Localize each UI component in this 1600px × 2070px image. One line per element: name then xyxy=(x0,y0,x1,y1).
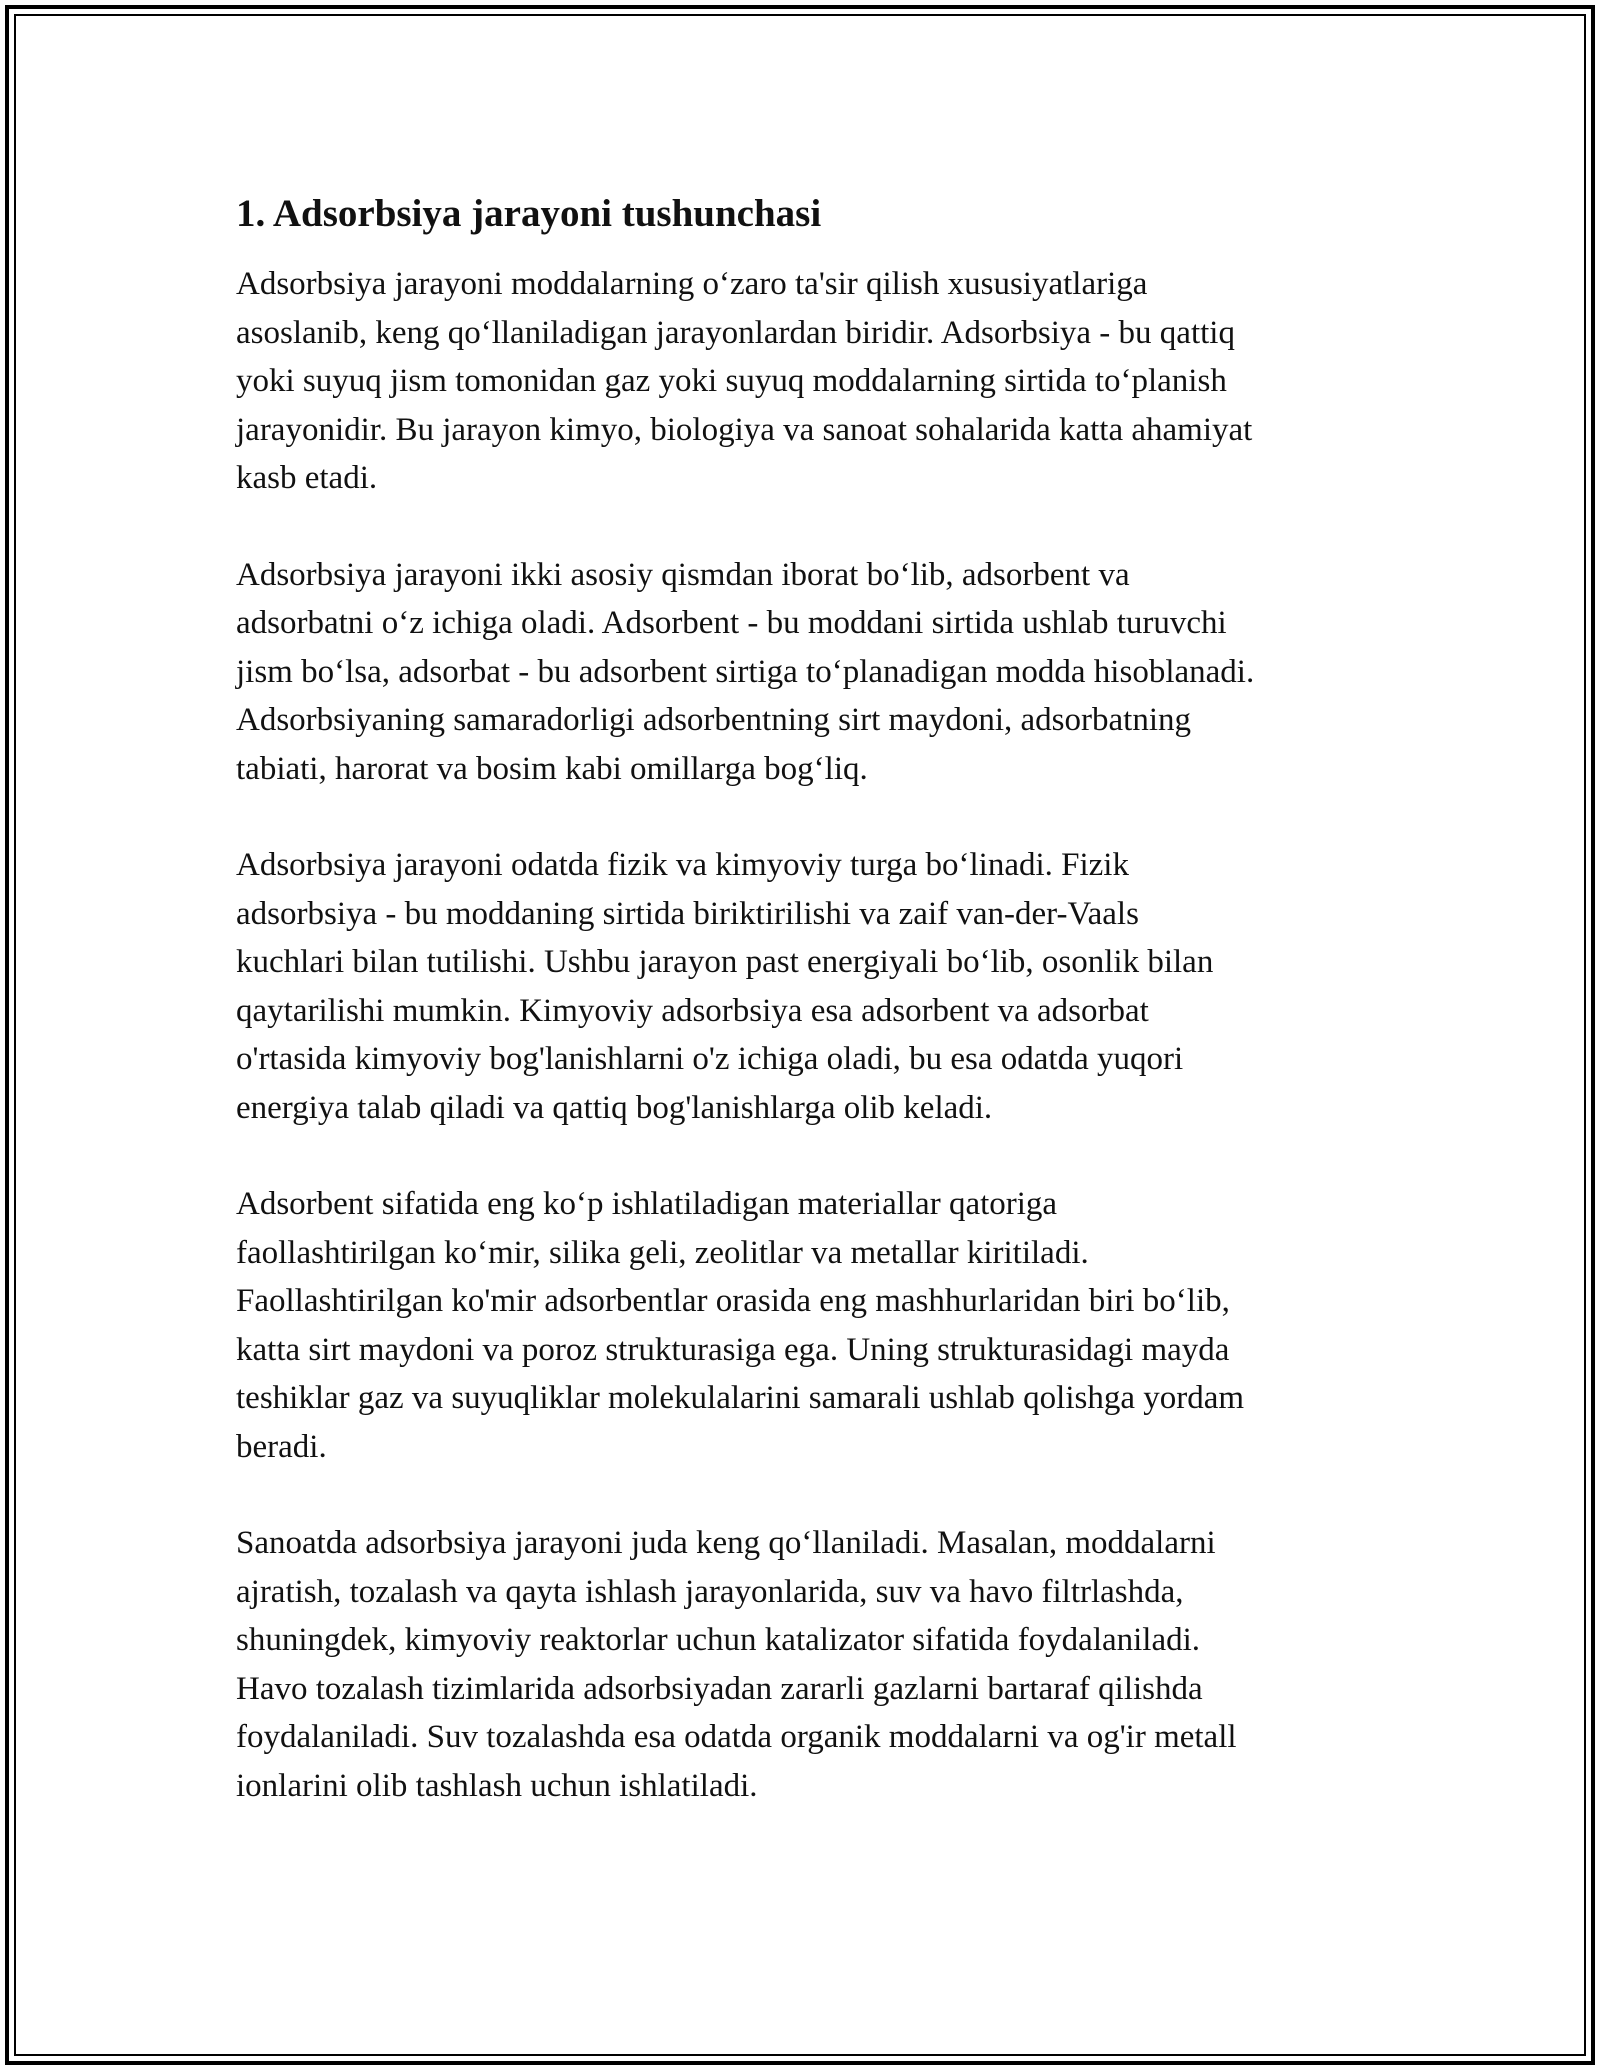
text-line: Adsorbent sifatida eng ko‘p ishlatiladigan materiallar qatoriga xyxy=(236,1186,1058,1222)
text-line: Adsorbsiya jarayoni ikki asosiy qismdan iborat bo‘lib, adsorbent va xyxy=(236,556,1130,593)
text-line: tabiati, harorat va bosim kabi omillarga bog‘liq. xyxy=(236,750,868,787)
text-line: katta sirt maydoni va poroz strukturasiga ega. Uning strukturasidagi mayda xyxy=(236,1331,1230,1368)
text-line: Havo tozalash tizimlarida adsorbsiyadan zararli gazlarni bartaraf qilishda xyxy=(236,1670,1203,1707)
text-line: Sanoatda adsorbsiya jarayoni juda keng qo‘llaniladi. Masalan, moddalarni xyxy=(236,1525,1216,1561)
paragraph-3 xyxy=(236,841,1386,1132)
text-line: qaytarilishi mumkin. Kimyoviy adsorbsiya esa adsorbent va adsorbat xyxy=(236,992,1149,1029)
section-heading: 1. Adsorbsiya jarayoni tushunchasi xyxy=(236,192,822,235)
text-line: Faollashtirilgan ko'mir adsorbentlar orasida eng mashhurlaridan biri bo‘lib, xyxy=(236,1283,1230,1319)
document-body xyxy=(236,190,1386,1858)
text-line: adsorbatni o‘z ichiga oladi. Adsorbent - bu moddani sirtida ushlab turuvchi xyxy=(236,605,1227,641)
text-line: beradi. xyxy=(236,1428,327,1465)
text-line: adsorbsiya - bu moddaning sirtida biriktirilishi va zaif van-der-Vaals xyxy=(236,895,1139,932)
text-line: foydalaniladi. Suv tozalashda esa odatda organik moddalarni va og'ir metall xyxy=(236,1719,1237,1755)
text-line: o'rtasida kimyoviy bog'lanishlarni o'z ichiga oladi, bu esa odatda yuqori xyxy=(236,1041,1184,1077)
text-line: energiya talab qiladi va qattiq bog'lanishlarga olib keladi. xyxy=(236,1089,993,1126)
text-line: Adsorbsiya jarayoni moddalarning o‘zaro ta'sir qilish xususiyatlariga xyxy=(236,266,1148,302)
text-line: jism bo‘lsa, adsorbat - bu adsorbent sirtiga to‘planadigan modda hisoblanadi. xyxy=(236,653,1255,690)
paragraph-4 xyxy=(236,1180,1386,1471)
text-line: ajratish, tozalash va qayta ishlash jarayonlarida, suv va havo filtrlashda, xyxy=(236,1573,1184,1610)
text-line: Adsorbsiya jarayoni odatda fizik va kimyoviy turga bo‘linadi. Fizik xyxy=(236,847,1129,883)
text-line: yoki suyuq jism tomonidan gaz yoki suyuq moddalarning sirtida to‘planish xyxy=(236,363,1227,399)
text-line: kasb etadi. xyxy=(236,460,378,496)
text-line: teshiklar gaz va suyuqliklar molekulalarini samarali ushlab qolishga yordam xyxy=(236,1380,1245,1416)
paragraph-5 xyxy=(236,1519,1386,1810)
paragraph-2 xyxy=(236,551,1386,794)
paragraph-1 xyxy=(236,260,1386,503)
text-line: ionlarini olib tashlash uchun ishlatiladi. xyxy=(236,1767,758,1804)
text-line: kuchlari bilan tutilishi. Ushbu jarayon past energiyali bo‘lib, osonlik bilan xyxy=(236,944,1214,980)
text-line: shuningdek, kimyoviy reaktorlar uchun katalizator sifatida foydalaniladi. xyxy=(236,1622,1201,1658)
text-line: jarayonidir. Bu jarayon kimyo, biologiya va sanoat sohalarida katta ahamiyat xyxy=(236,411,1253,448)
text-line: asoslanib, keng qo‘llaniladigan jarayonlardan biridir. Adsorbsiya - bu qattiq xyxy=(236,314,1235,351)
text-line: Adsorbsiyaning samaradorligi adsorbentning sirt maydoni, adsorbatning xyxy=(236,702,1192,738)
text-line: faollashtirilgan ko‘mir, silika geli, zeolitlar va metallar kiritiladi. xyxy=(236,1234,1089,1271)
